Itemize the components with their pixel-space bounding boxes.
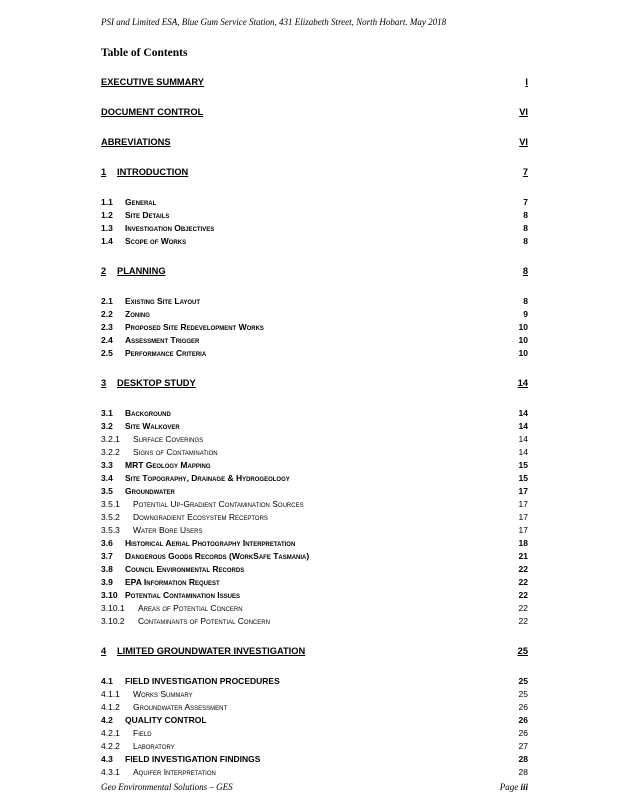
toc-title: Table of Contents bbox=[101, 47, 188, 59]
toc-entry-page: 7 bbox=[522, 167, 528, 177]
toc-entry-title: Historical Aerial Photography Interpretation bbox=[125, 538, 296, 548]
toc-entry-page: 15 bbox=[518, 460, 528, 470]
toc-entry-number: 3.5.1 bbox=[101, 499, 120, 509]
toc-entry[interactable] bbox=[101, 715, 528, 727]
toc-entry-page: 17 bbox=[518, 499, 528, 509]
toc-entry[interactable] bbox=[101, 322, 528, 334]
toc-entry-title: FIELD INVESTIGATION FINDINGS bbox=[125, 754, 261, 764]
toc-entry-page: 15 bbox=[518, 473, 528, 483]
toc-entry-title: EPA Information Request bbox=[125, 577, 220, 587]
toc-entry-number: 4.3 bbox=[101, 754, 113, 764]
toc-entry-number: 4 bbox=[101, 646, 107, 656]
toc-entry-page: 22 bbox=[518, 590, 528, 600]
toc-entry[interactable] bbox=[101, 167, 528, 179]
toc-entry[interactable] bbox=[101, 236, 528, 248]
toc-entry-number: 3.7 bbox=[101, 551, 113, 561]
toc-entry-page: 28 bbox=[518, 754, 528, 764]
toc-entry-page: 8 bbox=[523, 296, 528, 306]
toc-entry-number: 4.2.2 bbox=[101, 741, 120, 751]
toc-entry-title: Performance Criteria bbox=[125, 348, 207, 358]
toc-entry-page: 14 bbox=[518, 447, 528, 457]
toc-entry-title: Laboratory bbox=[133, 741, 175, 751]
toc-entry-title: Potential Contamination Issues bbox=[125, 590, 241, 600]
toc-entry-number: 1.1 bbox=[101, 197, 113, 207]
toc-entry[interactable] bbox=[101, 741, 528, 753]
toc-entry-title: INTRODUCTION bbox=[117, 167, 189, 177]
toc-entry[interactable] bbox=[101, 551, 528, 563]
footer-page-number: iii bbox=[520, 782, 528, 792]
toc-entry-title: ABREVIATIONS bbox=[101, 137, 171, 147]
toc-entry-number: 2.4 bbox=[101, 335, 113, 345]
toc-entry-number: 1.2 bbox=[101, 210, 113, 220]
toc-entry[interactable] bbox=[101, 107, 528, 119]
toc-entry[interactable] bbox=[101, 378, 528, 390]
toc-entry-number: 1 bbox=[101, 167, 107, 177]
toc-entry-number: 2.3 bbox=[101, 322, 113, 332]
toc-entry-page: 14 bbox=[517, 378, 528, 388]
toc-entry-title: EXECUTIVE SUMMARY bbox=[101, 77, 204, 87]
toc-entry-number: 2 bbox=[101, 266, 107, 276]
toc-entry-page: VI bbox=[519, 137, 528, 147]
toc-entry[interactable] bbox=[101, 197, 528, 209]
toc-entry-page: 14 bbox=[518, 434, 528, 444]
toc-entry-page: 21 bbox=[518, 551, 528, 561]
toc-entry-page: 17 bbox=[518, 525, 528, 535]
toc-entry[interactable] bbox=[101, 525, 528, 537]
toc-entry-page: 27 bbox=[518, 741, 528, 751]
toc-entry-page: 10 bbox=[518, 348, 528, 358]
toc-entry-title: General bbox=[125, 197, 157, 207]
toc-entry-title: Site Walkover bbox=[125, 421, 180, 431]
toc-entry-number: 1.3 bbox=[101, 223, 113, 233]
toc-entry-title: Existing Site Layout bbox=[125, 296, 201, 306]
toc-entry-page: 17 bbox=[518, 486, 528, 496]
toc-entry[interactable] bbox=[101, 499, 528, 511]
toc-entry[interactable] bbox=[101, 223, 528, 235]
toc-entry[interactable] bbox=[101, 577, 528, 589]
toc-entry-title: Water Bore Users bbox=[133, 525, 203, 535]
toc-entry-title: Zoning bbox=[125, 309, 150, 319]
toc-entry[interactable] bbox=[101, 266, 528, 278]
toc-entry-title: Contaminants of Potential Concern bbox=[138, 616, 270, 626]
toc-entry-title: LIMITED GROUNDWATER INVESTIGATION bbox=[117, 646, 306, 656]
toc-entry-title: DOCUMENT CONTROL bbox=[101, 107, 204, 117]
toc-entry[interactable] bbox=[101, 486, 528, 498]
toc-entry-title: Assessment Trigger bbox=[125, 335, 200, 345]
toc-entry-title: Surface Coverings bbox=[133, 434, 204, 444]
toc-entry-number: 3.1 bbox=[101, 408, 113, 418]
toc-entry[interactable] bbox=[101, 296, 528, 308]
toc-entry-title: Potential Up-Gradient Contamination Sources bbox=[133, 499, 304, 509]
toc-entry-page: 26 bbox=[518, 728, 528, 738]
toc-entry[interactable] bbox=[101, 447, 528, 459]
toc-entry-title: Works Summary bbox=[133, 689, 193, 699]
toc-entry-number: 4.2.1 bbox=[101, 728, 120, 738]
toc-entry-number: 4.1 bbox=[101, 676, 113, 686]
toc-entry-number: 3.2 bbox=[101, 421, 113, 431]
toc-entry[interactable] bbox=[101, 603, 528, 615]
toc-entry-title: Scope of Works bbox=[125, 236, 187, 246]
toc-entry-number: 3.10.1 bbox=[101, 603, 125, 613]
toc-entry-page: 22 bbox=[518, 564, 528, 574]
toc-entry[interactable] bbox=[101, 616, 528, 628]
toc-entry-page: 7 bbox=[523, 197, 528, 207]
toc-entry-number: 3.5.2 bbox=[101, 512, 120, 522]
toc-entry-page: 17 bbox=[518, 512, 528, 522]
toc-entry-title: Groundwater bbox=[125, 486, 175, 496]
toc-entry[interactable] bbox=[101, 309, 528, 321]
toc-entry-number: 3.2.1 bbox=[101, 434, 120, 444]
toc-entry-number: 3.8 bbox=[101, 564, 113, 574]
toc-entry[interactable] bbox=[101, 754, 528, 766]
toc-entry[interactable] bbox=[101, 564, 528, 576]
footer-page-label: Page bbox=[499, 782, 519, 792]
toc-entry-page: 25 bbox=[518, 676, 528, 686]
toc-entry-title: PLANNING bbox=[117, 266, 166, 276]
toc-entry-page: 22 bbox=[518, 603, 528, 613]
toc-entry-title: Dangerous Goods Records (WorkSafe Tasmania) bbox=[125, 551, 310, 561]
toc-entry-number: 3.5.3 bbox=[101, 525, 120, 535]
toc-entry[interactable] bbox=[101, 77, 528, 89]
toc-entry-title: Downgradient Ecosystem Receptors bbox=[133, 512, 268, 522]
toc-entry-title: Investigation Objectives bbox=[125, 223, 215, 233]
toc-entry[interactable] bbox=[101, 538, 528, 550]
toc-entry-number: 3.3 bbox=[101, 460, 113, 470]
toc-entry[interactable] bbox=[101, 767, 528, 779]
toc-entry-number: 4.3.1 bbox=[101, 767, 120, 777]
toc-entry[interactable] bbox=[101, 646, 528, 658]
toc-entry-page: 22 bbox=[518, 616, 528, 626]
toc-entry-number: 3.5 bbox=[101, 486, 113, 496]
toc-entry[interactable] bbox=[101, 434, 528, 446]
toc-entry-page: 28 bbox=[518, 767, 528, 777]
toc-entry-page: 26 bbox=[518, 715, 528, 725]
toc-entry-page: 8 bbox=[522, 266, 528, 276]
toc-entry-title: Groundwater Assessment bbox=[133, 702, 228, 712]
toc-entry-title: Aquifer Interpretation bbox=[133, 767, 216, 777]
toc-entry-page: 25 bbox=[517, 646, 528, 656]
toc-entry-page: 8 bbox=[523, 223, 528, 233]
page-header: PSI and Limited ESA, Blue Gum Service Station, 431 Elizabeth Street, North Hobart. May 2018 bbox=[101, 17, 447, 27]
toc-entry[interactable] bbox=[101, 348, 528, 360]
toc-entry-page: 25 bbox=[518, 689, 528, 699]
toc-entry[interactable] bbox=[101, 210, 528, 222]
toc-entry-title: Site Details bbox=[125, 210, 170, 220]
toc-entry-page: 8 bbox=[523, 210, 528, 220]
footer-company: Geo Environmental Solutions – GES bbox=[101, 782, 233, 792]
toc-entry-number: 3.10 bbox=[101, 590, 118, 600]
toc-entry[interactable] bbox=[101, 512, 528, 524]
toc-entry-title: Council Environmental Records bbox=[125, 564, 245, 574]
toc-entry-page: 22 bbox=[518, 577, 528, 587]
toc-entry-title: Background bbox=[125, 408, 171, 418]
toc-entry-number: 2.5 bbox=[101, 348, 113, 358]
toc-entry-title: MRT Geology Mapping bbox=[125, 460, 211, 470]
toc-entry[interactable] bbox=[101, 702, 528, 714]
toc-entry-page: 10 bbox=[518, 322, 528, 332]
toc-entry[interactable] bbox=[101, 335, 528, 347]
toc-entry-number: 1.4 bbox=[101, 236, 113, 246]
toc-entry[interactable] bbox=[101, 689, 528, 701]
toc-entry-title: FIELD INVESTIGATION PROCEDURES bbox=[125, 676, 280, 686]
toc-entry-number: 2.1 bbox=[101, 296, 113, 306]
toc-entry-number: 3.2.2 bbox=[101, 447, 120, 457]
toc-entry-page: 10 bbox=[518, 335, 528, 345]
toc-entry-page: 8 bbox=[523, 236, 528, 246]
toc-entry-title: Site Topography, Drainage & Hydrogeology bbox=[125, 473, 290, 483]
toc-entry-page: VI bbox=[519, 107, 528, 117]
toc-entry[interactable] bbox=[101, 460, 528, 472]
toc-entry-title: Signs of Contamination bbox=[133, 447, 218, 457]
toc-entry-page: 9 bbox=[523, 309, 528, 319]
toc-entry-number: 4.1.1 bbox=[101, 689, 120, 699]
footer-page bbox=[500, 782, 528, 792]
toc-entry-number: 4.1.2 bbox=[101, 702, 120, 712]
toc-entry-title: Areas of Potential Concern bbox=[138, 603, 243, 613]
toc-entry-number: 3.4 bbox=[101, 473, 113, 483]
toc-entry[interactable] bbox=[101, 137, 528, 149]
toc-entry-page: 14 bbox=[518, 408, 528, 418]
toc-entry-title: Field bbox=[133, 728, 152, 738]
toc-entry-number: 2.2 bbox=[101, 309, 113, 319]
toc-entry-number: 3.10.2 bbox=[101, 616, 125, 626]
toc-entry-number: 3.9 bbox=[101, 577, 113, 587]
toc-entry-page: 14 bbox=[518, 421, 528, 431]
toc-entry-title: Proposed Site Redevelopment Works bbox=[125, 322, 264, 332]
toc-entry-number: 4.2 bbox=[101, 715, 113, 725]
toc-entry-title: DESKTOP STUDY bbox=[117, 378, 196, 388]
toc-entry[interactable] bbox=[101, 728, 528, 740]
toc-entry-page: 18 bbox=[518, 538, 528, 548]
toc-entry[interactable] bbox=[101, 473, 528, 485]
toc-entry[interactable] bbox=[101, 421, 528, 433]
toc-entry-number: 3.6 bbox=[101, 538, 113, 548]
toc-entry[interactable] bbox=[101, 676, 528, 688]
toc-entry-page: 26 bbox=[518, 702, 528, 712]
toc-entry[interactable] bbox=[101, 408, 528, 420]
toc-entry-number: 3 bbox=[101, 378, 107, 388]
toc-entry-title: QUALITY CONTROL bbox=[125, 715, 207, 725]
toc-entry-page: I bbox=[525, 77, 528, 87]
toc-entry[interactable] bbox=[101, 590, 528, 602]
